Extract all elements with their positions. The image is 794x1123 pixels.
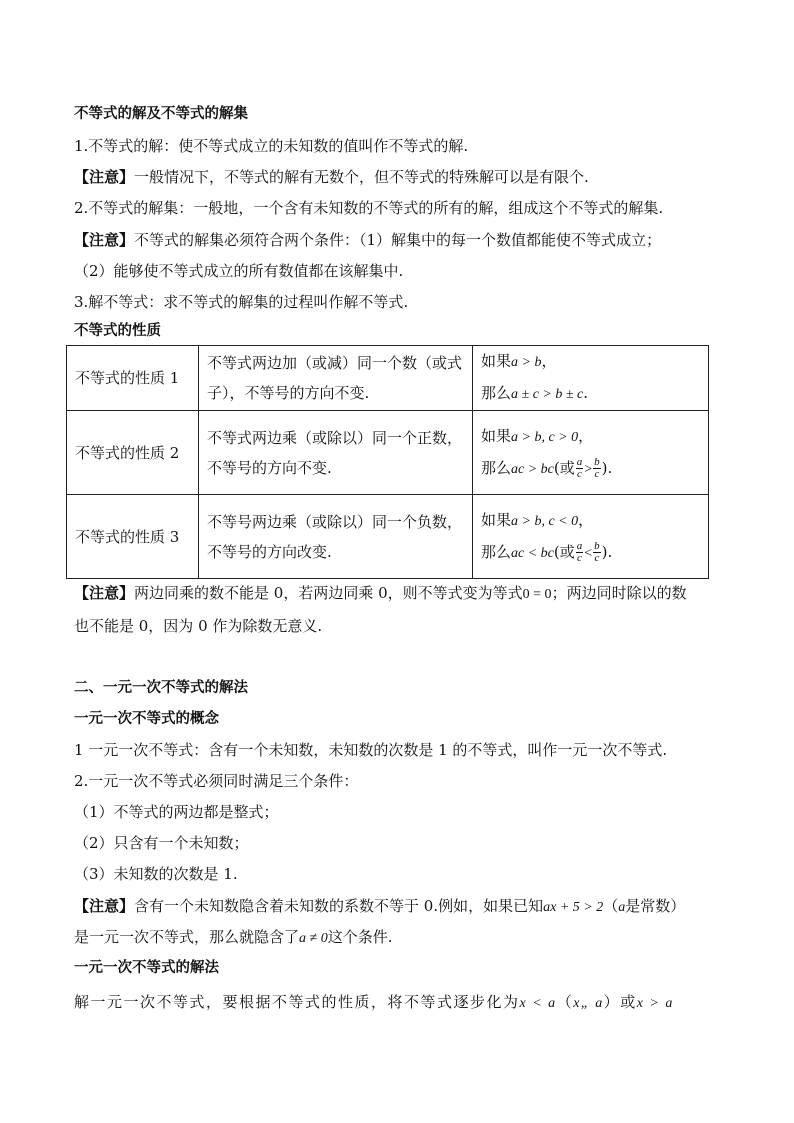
if-math: a > b, c > 0 bbox=[511, 429, 579, 445]
note-text: 不等式的解集必须符合两个条件：（1）解集中的每一个数值都能使不等式成立； bbox=[134, 231, 662, 249]
property-name: 不等式的性质 1 bbox=[67, 346, 199, 411]
paragraph-solving-method bbox=[74, 992, 674, 1014]
then-prefix: 那么 bbox=[481, 542, 512, 561]
property-formula bbox=[473, 411, 709, 495]
method-paren-2: ）或 bbox=[603, 993, 637, 1011]
note-text-3: 是常数） bbox=[625, 897, 686, 915]
fraction-denominator: c bbox=[594, 552, 600, 564]
if-suffix: ， bbox=[578, 426, 594, 445]
method-math-1: x < a bbox=[519, 996, 557, 1011]
section-heading-properties: 不等式的性质 bbox=[74, 323, 161, 339]
fraction-b-over-c bbox=[593, 457, 601, 480]
condition-2: （2）只含有一个未知数； bbox=[74, 834, 249, 852]
property-description: 不等式两边加（或减）同一个数（或式子），不等号的方向不变. bbox=[199, 346, 473, 411]
fraction-numerator: b bbox=[594, 456, 600, 468]
note-text: 两边同乘的数不能是 0，若两边同乘 0，则不等式变为等式 bbox=[134, 584, 523, 602]
note-3-continuation: 也不能是 0，因为 0 作为除数无意义. bbox=[74, 617, 323, 635]
note-4 bbox=[74, 896, 685, 918]
paragraph-definition: 1 一元一次不等式：含有一个未知数，未知数的次数是 1 的不等式，叫作一元一次不等式. bbox=[74, 741, 668, 759]
subheading-concept: 一元一次不等式的概念 bbox=[74, 711, 219, 727]
fraction-denominator: c bbox=[577, 468, 582, 480]
property-formula bbox=[473, 346, 709, 411]
table-row bbox=[67, 411, 709, 495]
fraction-numerator: b bbox=[594, 540, 600, 552]
note-text-2: ；两边同时除以的数 bbox=[551, 584, 687, 602]
note-3 bbox=[74, 583, 687, 605]
property-description: 不等式两边乘（或除以）同一个正数，不等号的方向不变. bbox=[199, 411, 473, 495]
note-4-continuation bbox=[74, 927, 392, 949]
table-row bbox=[67, 495, 709, 579]
paragraph-conditions: 2.一元一次不等式必须同时满足三个条件： bbox=[74, 772, 359, 790]
method-math-2: x„ a bbox=[573, 996, 604, 1011]
fraction-a-over-c bbox=[576, 457, 584, 480]
method-text: 解一元一次不等式，要根据不等式的性质，将不等式逐步化为 bbox=[74, 993, 520, 1011]
then-suffix: . bbox=[583, 384, 589, 402]
note-label: 【注意】 bbox=[74, 584, 135, 602]
if-prefix: 如果 bbox=[481, 426, 512, 445]
note-math-2: a bbox=[618, 900, 626, 915]
note-text: 一般情况下，不等式的解有无数个，但不等式的特殊解可以是有限个. bbox=[134, 168, 589, 186]
then-suffix: ). bbox=[601, 542, 613, 561]
note-label: 【注意】 bbox=[74, 168, 135, 186]
then-prefix: 那么 bbox=[481, 458, 512, 477]
then-or: (或 bbox=[553, 542, 575, 561]
then-or: (或 bbox=[553, 458, 575, 477]
fraction-b-over-c bbox=[593, 541, 601, 564]
fraction-numerator: a bbox=[576, 540, 583, 552]
if-math: a > b bbox=[511, 355, 542, 370]
note-cont-text-2: 这个条件. bbox=[327, 928, 393, 946]
note-math: ax + 5 > 2 bbox=[543, 900, 604, 915]
then-prefix: 那么 bbox=[481, 384, 512, 402]
note-2 bbox=[74, 230, 661, 250]
note-1 bbox=[74, 167, 589, 187]
paragraph-inequality-solution: 1.不等式的解：使不等式成立的未知数的值叫作不等式的解. bbox=[74, 137, 469, 155]
note-2-continuation: （2）能够使不等式成立的所有数值都在该解集中. bbox=[74, 262, 404, 280]
note-label: 【注意】 bbox=[74, 231, 135, 249]
condition-1: （1）不等式的两边都是整式； bbox=[74, 803, 279, 821]
method-paren: （ bbox=[556, 993, 574, 1011]
then-math: ac < bc bbox=[511, 545, 554, 561]
properties-table bbox=[66, 345, 709, 579]
note-math: 0 = 0 bbox=[522, 587, 552, 602]
fraction-denominator: c bbox=[577, 552, 582, 564]
paragraph-solution-set: 2.不等式的解集：一般地，一个含有未知数的不等式的所有的解，组成这个不等式的解集. bbox=[74, 199, 664, 217]
method-math-3: x > a bbox=[636, 996, 674, 1011]
then-suffix: ). bbox=[601, 458, 613, 477]
property-formula bbox=[473, 495, 709, 579]
note-label: 【注意】 bbox=[74, 897, 135, 915]
if-suffix: ， bbox=[578, 510, 594, 529]
fraction-a-over-c bbox=[576, 541, 584, 564]
note-cont-math: a ≠ 0 bbox=[299, 931, 328, 946]
fraction-denominator: c bbox=[594, 468, 600, 480]
note-text: 含有一个未知数隐含着未知数的系数不等于 0.例如，如果已知 bbox=[134, 897, 544, 915]
if-prefix: 如果 bbox=[481, 510, 512, 529]
paragraph-solve-inequality: 3.解不等式：求不等式的解集的过程叫作解不等式. bbox=[74, 293, 409, 311]
comparison-operator: < bbox=[584, 545, 593, 561]
note-text-2: （ bbox=[603, 897, 619, 915]
fraction-numerator: a bbox=[576, 456, 583, 468]
condition-3: （3）未知数的次数是 1. bbox=[74, 865, 238, 883]
then-math: ac > bc bbox=[511, 461, 554, 477]
then-math: a ± c > b ± c bbox=[511, 387, 584, 402]
subheading-solving-method: 一元一次不等式的解法 bbox=[74, 960, 219, 976]
if-prefix: 如果 bbox=[481, 352, 512, 370]
table-row bbox=[67, 346, 709, 411]
property-name: 不等式的性质 2 bbox=[67, 411, 199, 495]
section-heading-linear-inequality: 二、一元一次不等式的解法 bbox=[74, 680, 248, 696]
if-math: a > b, c < 0 bbox=[511, 513, 579, 529]
property-description: 不等号两边乘（或除以）同一个负数，不等号的方向改变. bbox=[199, 495, 473, 579]
comparison-operator: > bbox=[584, 461, 593, 477]
note-cont-text: 是一元一次不等式，那么就隐含了 bbox=[74, 928, 300, 946]
property-name: 不等式的性质 3 bbox=[67, 495, 199, 579]
if-suffix: ， bbox=[541, 352, 557, 370]
section-heading-solution-set: 不等式的解及不等式的解集 bbox=[74, 106, 248, 122]
